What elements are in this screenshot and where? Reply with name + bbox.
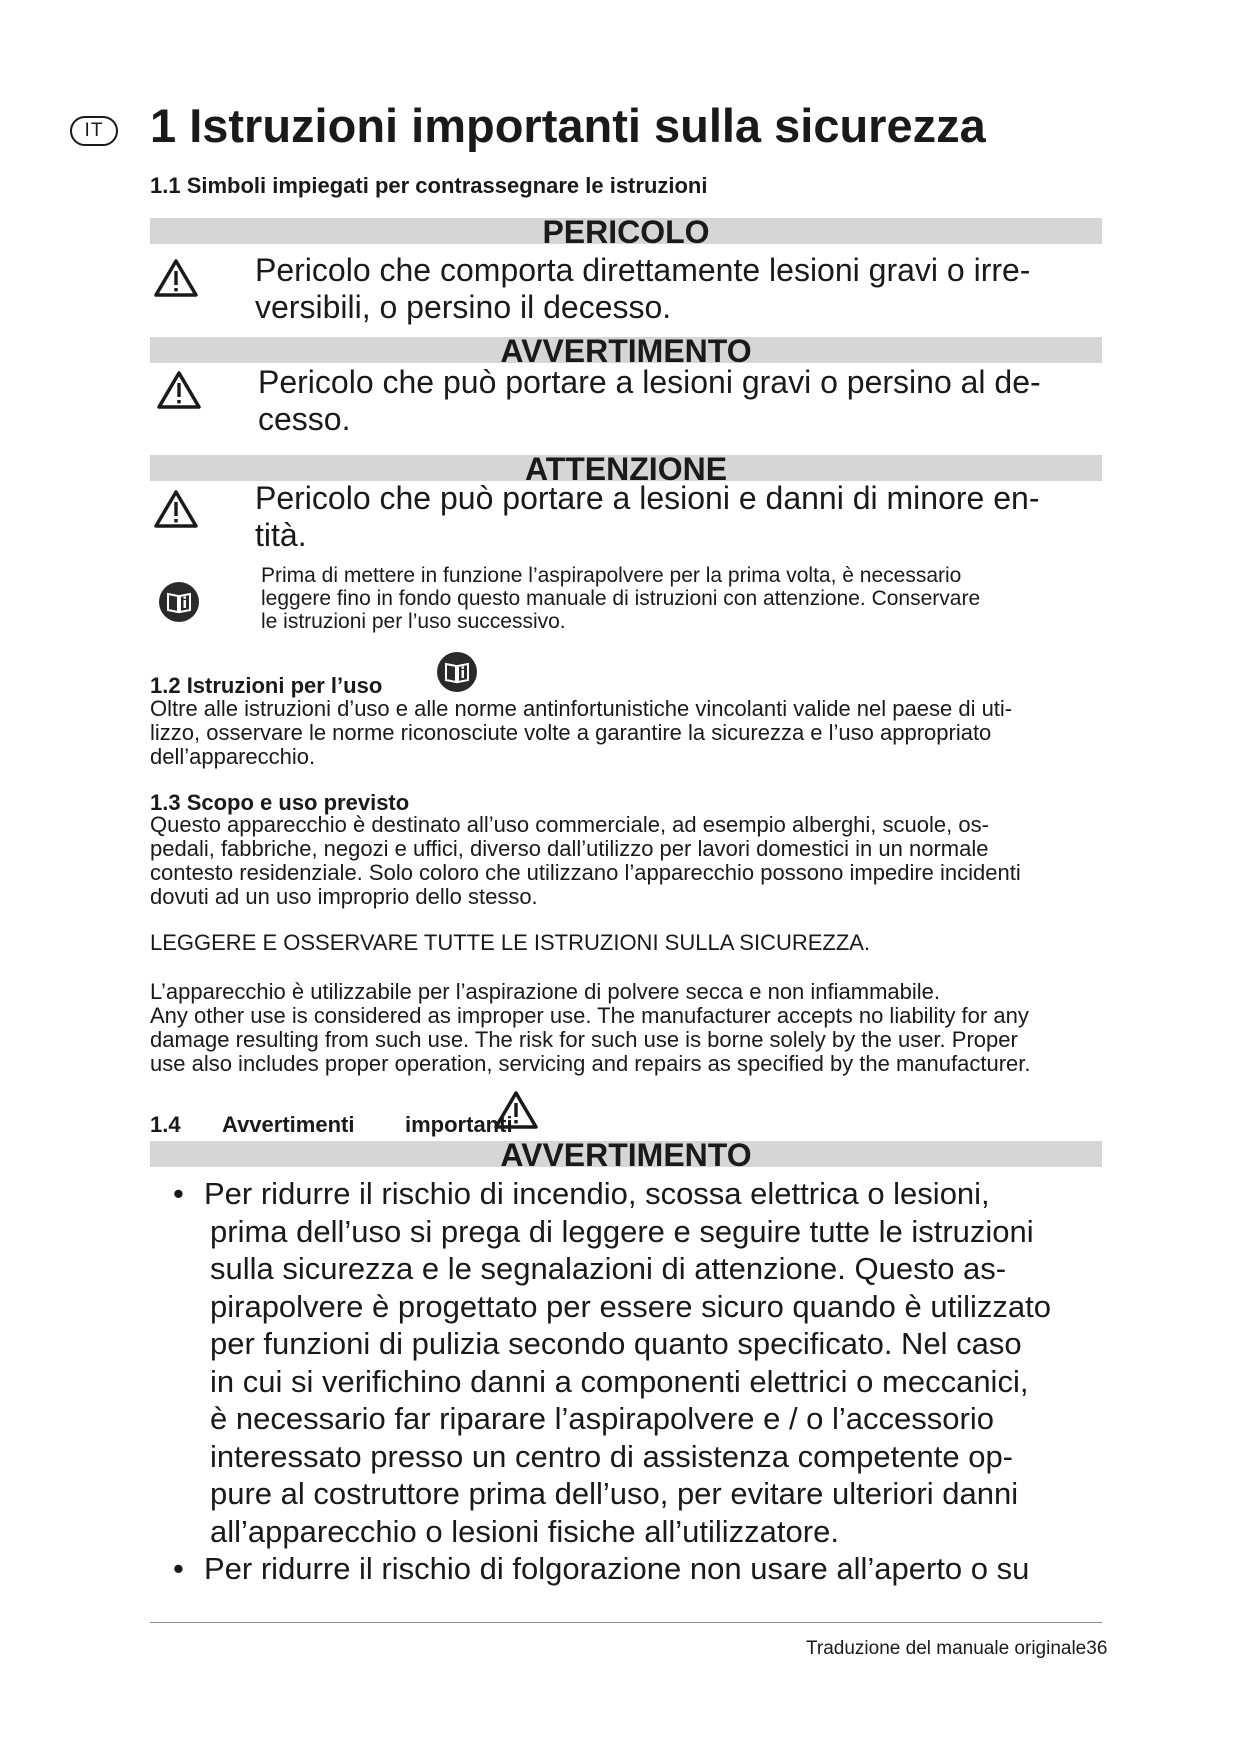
signal-text-pericolo: [255, 252, 1115, 326]
text-line: damage resulting from such use. The risk for such use is borne solely by the user. Proper: [150, 1027, 1018, 1052]
language-badge: IT: [70, 116, 118, 146]
text-line: leggere fino in fondo questo manuale di istruzioni con attenzione. Conservare: [261, 587, 981, 610]
warning-triangle-icon: [153, 489, 199, 529]
text-line: Oltre alle istruzioni d’uso e alle norme antinfortunistiche vincolanti valide nel paese di uti-: [150, 696, 1013, 721]
read-manual-note: [261, 564, 1111, 633]
warning-triangle-icon: [493, 1090, 539, 1130]
text-line: all’apparecchio o lesioni fisiche all’utilizzatore.: [210, 1513, 839, 1549]
signal-text-avvertimento: [258, 364, 1118, 438]
section-1-3-heading: 1.3 Scopo e uso previsto: [150, 790, 410, 815]
warning-triangle-icon: [153, 258, 199, 298]
text-line: interessato presso un centro di assistenza competente op-: [210, 1438, 1014, 1474]
signal-heading-pericolo: PERICOLO: [542, 214, 710, 250]
text-line: Pericolo che può portare a lesioni gravi o persino al de-: [258, 364, 1041, 400]
section-1-2-body: [150, 697, 1110, 769]
signal-bar-attenzione: [150, 451, 1102, 487]
text-line: prima dell’uso si prega di leggere e seguire tutte le istruzioni: [210, 1213, 1034, 1249]
text-line: Any other use is considered as improper use. The manufacturer accepts no liability for any: [150, 1003, 1029, 1028]
text-line: Per ridurre il rischio di incendio, scossa elettrica o lesioni,: [204, 1176, 990, 1211]
signal-heading-avvertimento: AVVERTIMENTO: [500, 333, 752, 369]
list-item: [170, 1550, 1110, 1588]
text-line: pure al costruttore prima dell’uso, per evitare ulteriori danni: [210, 1476, 1019, 1511]
text-line: dell’apparecchio.: [150, 744, 316, 769]
section-1-1-heading: 1.1 Simboli impiegati per contrassegnare le istruzioni: [150, 173, 708, 198]
footer-text: Traduzione del manuale originale36: [806, 1638, 1108, 1659]
signal-heading-attenzione: ATTENZIONE: [524, 451, 728, 487]
text-line: Questo apparecchio è destinato all’uso commerciale, ad esempio alberghi, scuole, os-: [150, 812, 989, 837]
bullet-icon: •: [173, 1551, 184, 1586]
text-line: in cui si verifichino danni a componenti elettrici o meccanici,: [210, 1363, 1029, 1399]
text-line: lizzo, osservare le norme riconosciute volte a garantire la sicurezza e l’uso appropriato: [150, 720, 992, 745]
intended-use-body: [150, 980, 1110, 1076]
signal-heading-avvertimento-1-4: AVVERTIMENTO: [500, 1137, 752, 1173]
caps-notice: LEGGERE E OSSERVARE TUTTE LE ISTRUZIONI SULLA SICUREZZA.: [150, 930, 871, 955]
section-1-4-title-word1: Avvertimenti: [222, 1112, 355, 1137]
text-line: Pericolo che può portare a lesioni e danni di minore en-: [255, 480, 1040, 516]
text-line: L’apparecchio è utilizzabile per l’aspirazione di polvere secca e non infiammabile.: [150, 979, 941, 1004]
read-manual-icon: [436, 651, 478, 693]
warning-triangle-icon: [156, 370, 202, 410]
text-line: pedali, fabbriche, negozi e uffici, diverso dall’utilizzo per lavori domestici in un normale: [150, 836, 989, 861]
list-item: [170, 1175, 1110, 1550]
text-line: le istruzioni per l’uso successivo.: [261, 610, 566, 633]
section-1-4-number: 1.4: [150, 1112, 181, 1137]
read-manual-icon: [158, 581, 200, 623]
text-line: cesso.: [258, 401, 351, 437]
signal-bar-avvertimento: [150, 333, 1102, 369]
signal-text-attenzione: [255, 480, 1115, 554]
text-line: tità.: [255, 517, 307, 553]
text-line: Per ridurre il rischio di folgorazione non usare all’aperto o su: [204, 1551, 1030, 1586]
text-line: pirapolvere è progettato per essere sicuro quando è utilizzato: [210, 1288, 1051, 1324]
text-line: sulla sicurezza e le segnalazioni di attenzione. Questo as-: [210, 1251, 1007, 1286]
text-line: contesto residenziale. Solo coloro che utilizzano l’apparecchio possono impedire incidenti: [150, 860, 1021, 885]
page-title: 1 Istruzioni importanti sulla sicurezza: [150, 99, 986, 152]
warning-bullet-list: [170, 1175, 1110, 1588]
text-line: è necessario far riparare l’aspirapolvere e / o l’accessorio: [210, 1401, 994, 1436]
section-1-2-heading: 1.2 Istruzioni per l’uso: [150, 673, 383, 698]
section-1-4-title-word2: importanti: [405, 1112, 513, 1137]
text-line: per funzioni di pulizia secondo quanto specificato. Nel caso: [210, 1326, 1022, 1361]
text-line: versibili, o persino il decesso.: [255, 289, 672, 325]
text-line: dovuti ad un uso improprio dello stesso.: [150, 884, 538, 909]
bullet-icon: •: [173, 1176, 184, 1211]
section-1-3-body: [150, 813, 1110, 909]
text-line: Prima di mettere in funzione l’aspirapolvere per la prima volta, è necessario: [261, 564, 962, 587]
signal-bar-avvertimento-1-4: [150, 1137, 1102, 1173]
signal-bar-pericolo: [150, 214, 1102, 250]
text-line: use also includes proper operation, servicing and repairs as specified by the manufacturer.: [150, 1051, 1031, 1076]
text-line: Pericolo che comporta direttamente lesioni gravi o irre-: [255, 252, 1031, 288]
footer-divider: [150, 1622, 1102, 1623]
